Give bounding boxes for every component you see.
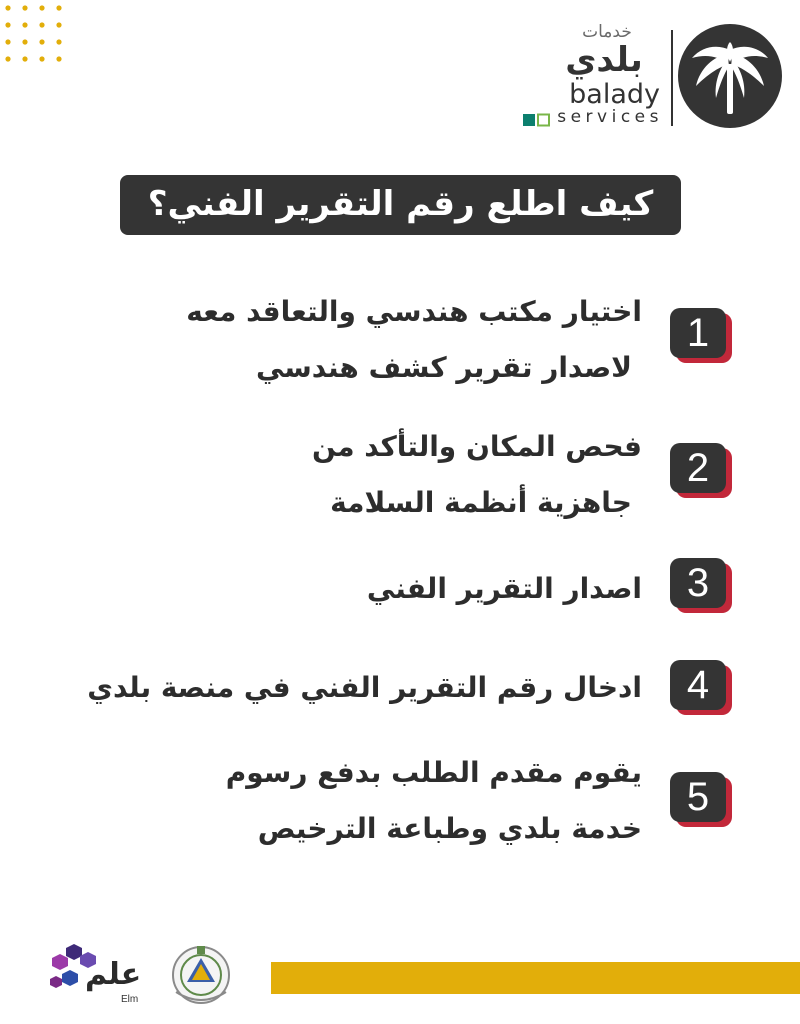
step-3-text [367,561,642,617]
step-5-badge [670,772,728,824]
step-2-badge [670,443,728,495]
elm-logo-ar: علم [85,957,142,992]
logo-services-en: services [557,107,663,127]
step-1-line-1: اختيار مكتب هندسي والتعاقد معه [186,295,642,328]
footer-bar [271,962,800,994]
step-2-line-2: جاهزية أنظمة السلامة [330,486,632,519]
logo-squares-icon [523,113,553,127]
logo-balady-en: balady [569,79,660,110]
step-2-text [312,419,642,531]
step-4-number: 4 [670,660,726,710]
dots-decoration [0,0,70,70]
step-4-text [87,660,642,716]
step-1-text [186,284,642,396]
step-4-line-1: ادخال رقم التقرير الفني في منصة بلدي [87,671,642,704]
logo-balady-ar: بلدي [565,40,643,80]
step-1-badge [670,308,728,360]
elm-logo-en: Elm [121,994,139,1005]
logo-divider [671,30,673,126]
step-5-line-1: يقوم مقدم الطلب بدفع رسوم [225,756,642,789]
step-2-line-1: فحص المكان والتأكد من [312,430,642,463]
step-2-number: 2 [670,443,726,493]
page-title: كيف اطلع رقم التقرير الفني؟ [120,175,681,235]
step-3-number: 3 [670,558,726,608]
palm-tree-icon [678,24,782,128]
step-3-badge [670,558,728,610]
step-4-badge [670,660,728,712]
step-5-text [226,745,642,857]
step-1-line-2: لاصدار تقرير كشف هندسي [255,351,632,384]
step-1-number: 1 [670,308,726,358]
step-5-line-2: خدمة بلدي وطباعة الترخيص [257,812,642,845]
step-3-line-1: اصدار التقرير الفني [366,572,642,605]
logo-services-ar: خدمات [582,22,632,42]
step-5-number: 5 [670,772,726,822]
civil-defense-emblem-icon [162,942,240,1008]
